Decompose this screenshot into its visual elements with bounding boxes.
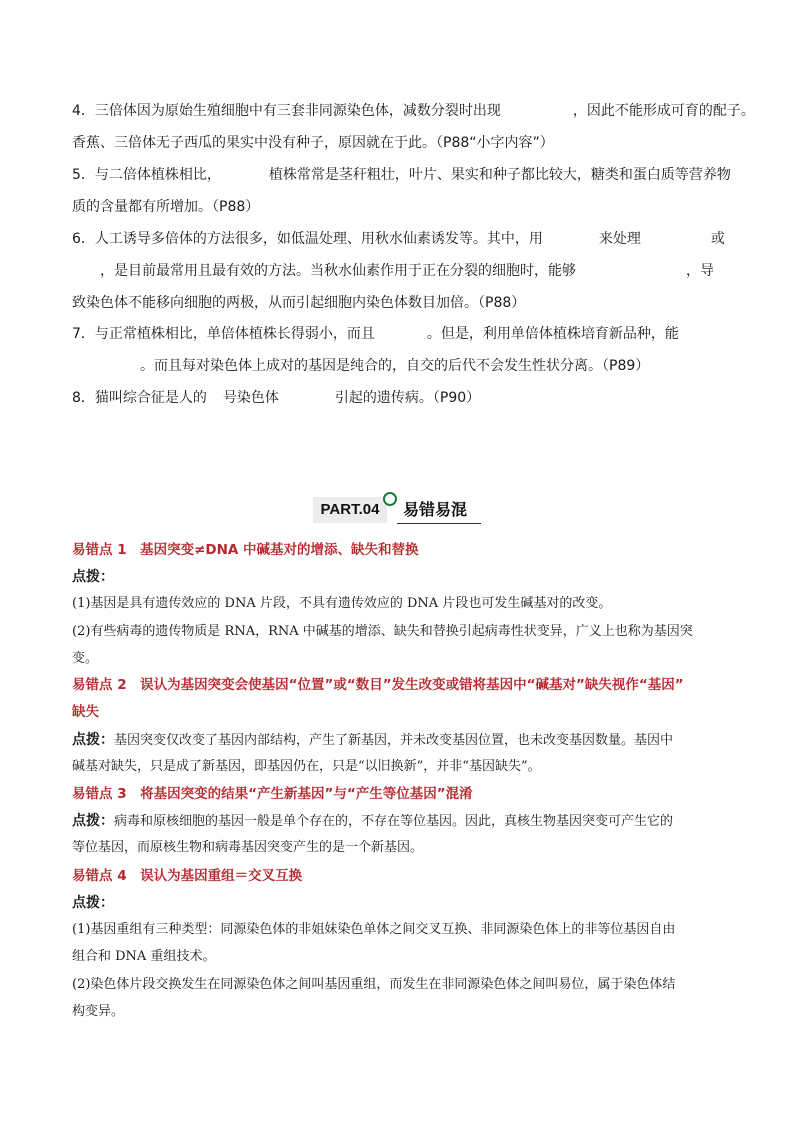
section-title: 易错易混 xyxy=(403,500,468,519)
error-point-4-point-2: 组合和 DNA 重组技术。 xyxy=(72,949,216,964)
review-item-5-line-1 xyxy=(72,165,731,185)
review-item-5-text-b: 植株常常是茎秆粗壮，叶片、果实和种子都比较大，糖类和蛋白质等营养物 xyxy=(268,167,731,183)
error-point-3-tip-line-1 xyxy=(72,811,673,832)
error-point-2-tip-label: 点拨： xyxy=(72,732,114,748)
review-item-6-text-e: ，导 xyxy=(686,263,714,279)
error-point-2-tip-line-2: 碱基对缺失，只是成了新基因，即基因仍在，只是“以旧换新”，并非“基因缺失”。 xyxy=(72,759,541,774)
review-item-6-text-c: 或 xyxy=(710,231,725,247)
review-item-7-text-a: 7．与正常植株相比，单倍体植株长得弱小，而且 xyxy=(72,326,375,342)
review-item-4-text-b: ，因此不能形成可育的配子。 xyxy=(572,103,755,119)
review-item-8-line-1 xyxy=(72,388,480,408)
review-item-5-line-2: 质的含量都有所增加。（P88） xyxy=(72,199,260,215)
review-item-6-line-1 xyxy=(72,229,725,249)
error-point-3-title: 易错点 3 将基因突变的结果“产生新基因”与“产生等位基因”混淆 xyxy=(72,786,473,802)
section-title-underline xyxy=(397,523,481,524)
error-point-1-tip-label: 点拨： xyxy=(72,569,114,585)
review-item-6-text-b: 来处理 xyxy=(598,231,641,247)
circle-icon xyxy=(383,492,397,506)
error-point-2-title-line-1: 易错点 2 误认为基因突变会使基因“位置”或“数目”发生改变或错将基因中“碱基对”缺失视作“基因” xyxy=(72,677,684,693)
review-item-6-line-3: 致染色体不能移向细胞的两极，从而引起细胞内染色体数目加倍。（P88） xyxy=(72,295,526,311)
error-point-3-tip-line-2: 等位基因，而原核生物和病毒基因突变产生的是一个新基因。 xyxy=(72,840,424,855)
error-point-4-point-1: (1)基因重组有三种类型：同源染色体的非姐妹染色单体之间交叉互换、非同源染色体上的非等位基因自由 xyxy=(72,922,676,937)
error-point-3-tip-label: 点拨： xyxy=(72,813,114,829)
error-point-1-point-3: 变。 xyxy=(72,651,99,666)
review-item-8-text-b: 号染色体 xyxy=(222,390,279,406)
review-item-7-line-2 xyxy=(72,356,649,376)
review-item-7-text-b: 。但是，利用单倍体植株培育新品种，能 xyxy=(426,326,679,342)
error-point-1-title: 易错点 1 基因突变≠DNA 中碱基对的增添、缺失和替换 xyxy=(72,542,419,558)
error-point-4-point-4: 构变异。 xyxy=(72,1004,125,1019)
error-point-1-point-1: (1)基因是具有遗传效应的 DNA 片段，不具有遗传效应的 DNA 片段也可发生碱基对的改变。 xyxy=(72,596,612,611)
error-point-2-title-line-2: 缺失 xyxy=(72,704,99,720)
review-item-4-line-1 xyxy=(72,101,755,121)
review-item-6-text-d: ，是目前最常用且最有效的方法。当秋水仙素作用于正在分裂的细胞时，能够 xyxy=(100,263,576,279)
error-point-2-tip-line-1 xyxy=(72,730,673,751)
review-item-7-text-c: 。而且每对染色体上成对的基因是纯合的，自交的后代不会发生性状分离。（P89） xyxy=(140,358,650,374)
section-header xyxy=(313,497,483,523)
error-point-1-point-2: (2)有些病毒的遗传物质是 RNA，RNA 中碱基的增添、缺失和替换引起病毒性状变异，广义上也称为基因突 xyxy=(72,624,693,639)
review-item-4-text-a: 4．三倍体因为原始生殖细胞中有三套非同源染色体，减数分裂时出现 xyxy=(72,103,501,119)
review-item-8-text-c: 引起的遗传病。（P90） xyxy=(334,390,481,406)
error-point-2-tip-text-1: 基因突变仅改变了基因内部结构，产生了新基因，并未改变基因位置，也未改变基因数量。基因中 xyxy=(114,733,674,748)
error-point-4-tip-label: 点拨： xyxy=(72,895,114,911)
error-point-3-tip-text-1: 病毒和原核细胞的基因一般是单个存在的，不存在等位基因。因此，真核生物基因突变可产生它的 xyxy=(114,814,674,829)
error-point-4-point-3: (2)染色体片段交换发生在同源染色体之间叫基因重组，而发生在非同源染色体之间叫易位，属于染色体结 xyxy=(72,977,676,992)
review-item-7-line-1 xyxy=(72,324,679,344)
part-label: PART.04 xyxy=(313,497,387,523)
review-item-5-text-a: 5．与二倍体植株相比， xyxy=(72,167,221,183)
error-point-4-title: 易错点 4 误认为基因重组＝交叉互换 xyxy=(72,868,303,884)
review-item-6-text-a: 6．人工诱导多倍体的方法很多，如低温处理、用秋水仙素诱发等。其中，用 xyxy=(72,231,543,247)
review-item-6-line-2 xyxy=(72,261,714,281)
review-item-8-text-a: 8．猫叫综合征是人的 xyxy=(72,390,207,406)
review-item-4-line-2: 香蕉、三倍体无子西瓜的果实中没有种子，原因就在于此。（P88“小字内容”） xyxy=(72,135,554,151)
